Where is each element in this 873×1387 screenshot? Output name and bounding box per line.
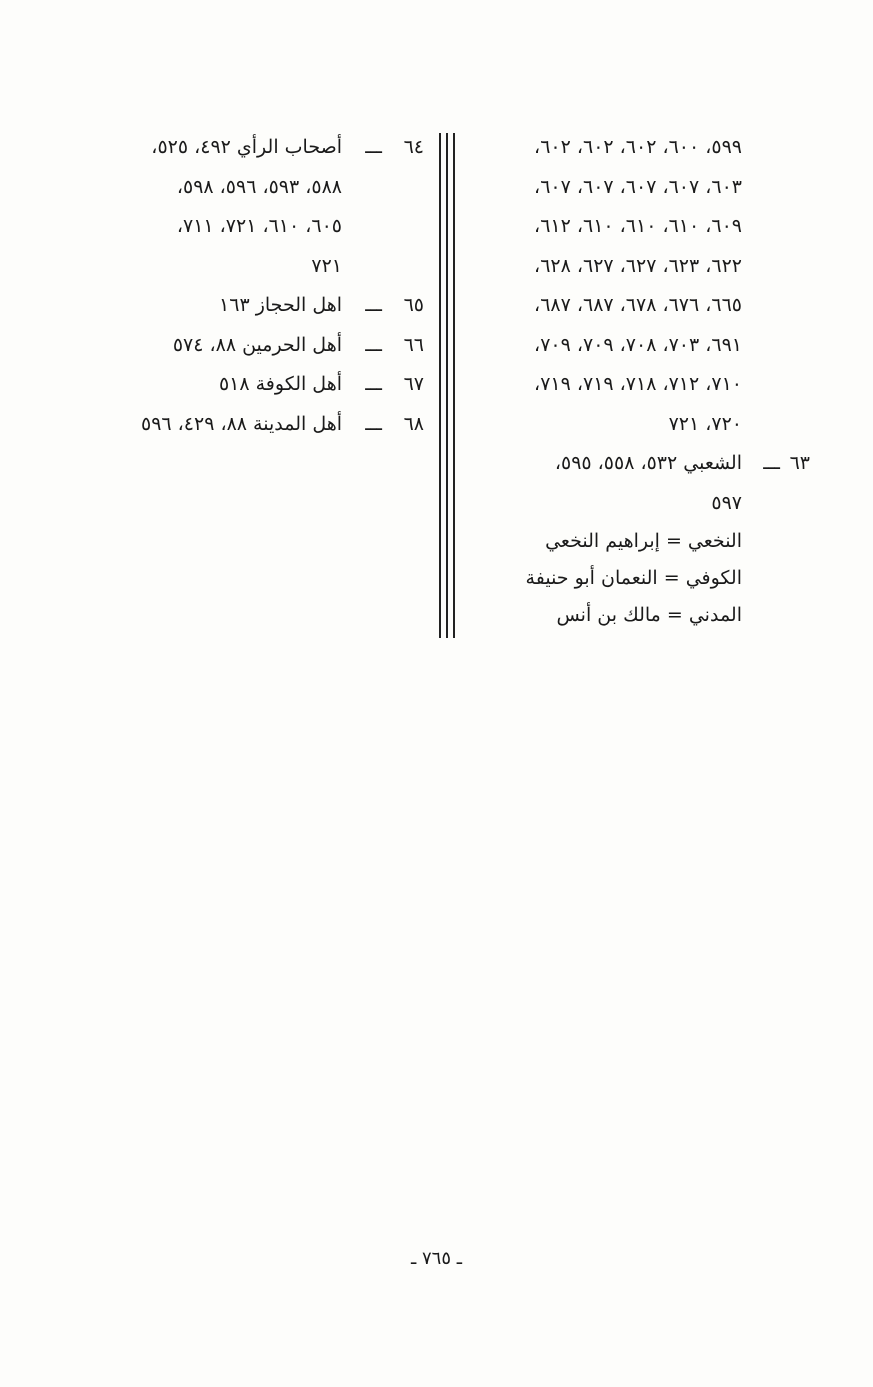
cross-reference: الكوفي = النعمان أبو حنيفة	[525, 567, 742, 589]
left-column	[60, 128, 424, 444]
entry-dash: ـــ	[365, 294, 382, 316]
continuation-line: ٥٩٩، ٦٠٠، ٦٠٢، ٦٠٢، ٦٠٢،	[534, 136, 742, 158]
index-entry-63	[470, 444, 810, 484]
continuation-line: ٧٢٠، ٧٢١	[668, 412, 742, 435]
continuation-line: ٦٢٢، ٦٢٣، ٦٢٧، ٦٢٧، ٦٢٨،	[534, 254, 742, 277]
continuation-line: ٦٠٩، ٦١٠، ٦١٠، ٦١٠، ٦١٢،	[534, 215, 742, 237]
entry-dash: ـــ	[365, 333, 382, 356]
cross-reference: النخعي = إبراهيم النخعي	[545, 530, 742, 552]
continuation-line: ٧١٠، ٧١٢، ٧١٨، ٧١٩، ٧١٩،	[534, 373, 742, 395]
entry-text: الشعبي ٥٣٢، ٥٥٨، ٥٩٥،	[554, 452, 742, 474]
index-entry-64	[60, 128, 424, 168]
continuation-line: ٦٠٥، ٦١٠، ٧٢١، ٧١١،	[176, 215, 342, 237]
entry-text: أهل الكوفة ٥١٨	[218, 373, 342, 395]
entry-number: ٦٧	[403, 373, 424, 395]
continuation-line: ٦٩١، ٧٠٣، ٧٠٨، ٧٠٩، ٧٠٩،	[534, 333, 742, 356]
entry-text: اهل الحجاز ١٦٣	[219, 294, 342, 316]
entry-text: أصحاب الرأي ٤٩٢، ٥٢٥،	[151, 136, 342, 158]
cross-reference: المدني = مالك بن أنس	[556, 604, 742, 626]
continuation-line: ٧٢١	[311, 254, 342, 277]
entry-dash: ـــ	[365, 373, 382, 395]
continuation-line: ٥٨٨، ٥٩٣، ٥٩٦، ٥٩٨،	[176, 175, 342, 198]
entry-number: ٦٨	[403, 412, 424, 435]
entry-text: أهل المدينة ٨٨، ٤٢٩، ٥٩٦	[140, 412, 342, 435]
continuation-line: ٦٠٣، ٦٠٧، ٦٠٧، ٦٠٧، ٦٠٧،	[534, 175, 742, 198]
entry-number: ٦٥	[403, 294, 424, 316]
index-entry-65	[60, 286, 424, 326]
entry-text: أهل الحرمين ٨٨، ٥٧٤	[172, 333, 342, 356]
index-entry-66	[60, 326, 424, 366]
continuation-line: ٦٦٥، ٦٧٦، ٦٧٨، ٦٨٧، ٦٨٧،	[534, 294, 742, 316]
entry-dash: ـــ	[763, 452, 780, 474]
entry-number: ٦٤	[403, 136, 424, 158]
column-divider	[439, 133, 455, 638]
entry-dash: ـــ	[365, 136, 382, 158]
entry-dash: ـــ	[365, 412, 382, 435]
index-entry-67	[60, 365, 424, 405]
continuation-line: ٥٩٧	[711, 491, 742, 514]
right-column	[470, 128, 810, 634]
entry-number: ٦٣	[789, 452, 810, 474]
entry-number: ٦٦	[403, 333, 424, 356]
page-number: ـ ٧٦٥ ـ	[410, 1248, 462, 1269]
index-entry-68	[60, 405, 424, 445]
